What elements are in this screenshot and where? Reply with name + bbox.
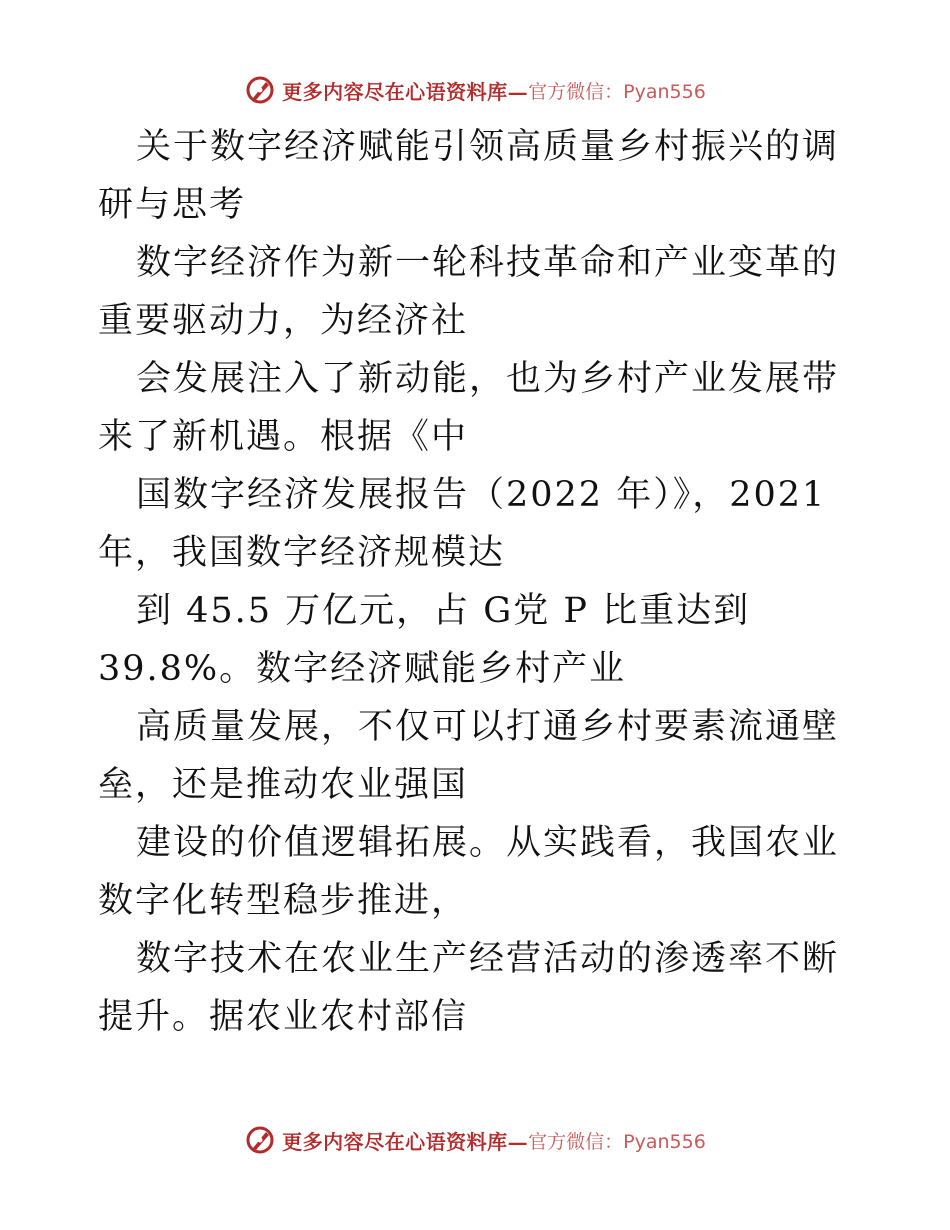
document-body [98, 118, 858, 1046]
paragraph: 建设的价值逻辑拓展。从实践看，我国农业数字化转型稳步推进， [98, 823, 840, 921]
paragraph: 会发展注入了新动能，也为乡村产业发展带来了新机遇。根据《中 [98, 359, 840, 457]
watermark-site-text: 更多内容尽在心语资料库— [282, 1129, 529, 1154]
paragraph: 到 45.5 万亿元，占 G党 P 比重达到 39.8%。数字经济赋能乡村产业 [98, 591, 751, 689]
watermark-wechat-text: 官方微信：Pyan556 [528, 80, 706, 103]
document-title: 关于数字经济赋能引领高质量乡村振兴的调研与思考 [98, 127, 840, 225]
quill-circle-icon [244, 74, 276, 106]
watermark-wechat-text: 官方微信：Pyan556 [528, 1130, 706, 1153]
paragraph: 国数字经济发展报告（2022 年）》，2021 年，我国数字经济规模达 [98, 475, 827, 573]
paragraph: 数字技术在农业生产经营活动的渗透率不断提升。据农业农村部信 [98, 939, 840, 1037]
header-watermark [0, 70, 950, 110]
paragraph: 数字经济作为新一轮科技革命和产业变革的重要驱动力，为经济社 [98, 243, 840, 341]
footer-watermark [0, 1120, 950, 1160]
paragraph: 高质量发展，不仅可以打通乡村要素流通壁垒，还是推动农业强国 [98, 707, 840, 805]
watermark-site-text: 更多内容尽在心语资料库— [282, 79, 529, 104]
quill-circle-icon [244, 1124, 276, 1156]
